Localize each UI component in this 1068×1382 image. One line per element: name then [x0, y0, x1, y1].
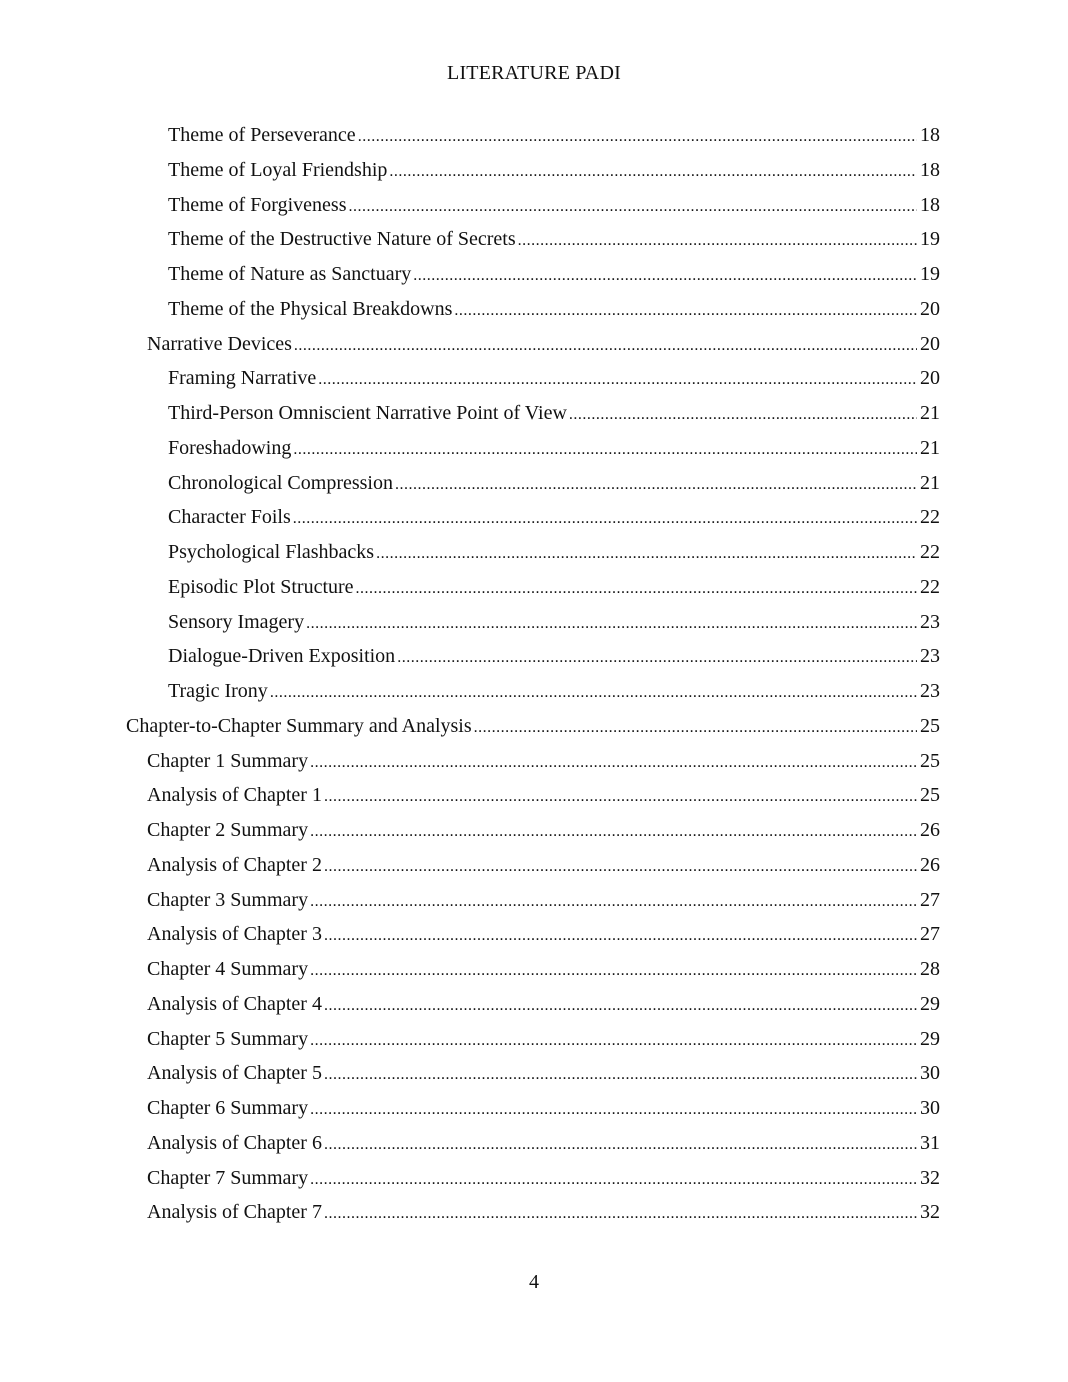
toc-entry-title: Framing Narrative [168, 367, 317, 390]
toc-entry-title: Chapter 2 Summary [147, 819, 309, 841]
toc-leader-dots [395, 470, 917, 500]
toc-entry-page: 29 [920, 992, 940, 1015]
toc-entry-title: Analysis of Chapter 7 [147, 1201, 322, 1224]
toc-leader-dots [358, 122, 917, 152]
toc-entry-page: 22 [920, 575, 940, 598]
toc-leader-dots [293, 504, 917, 534]
toc-entry-title: Theme of Perseverance [168, 124, 356, 146]
toc-entry[interactable] [168, 607, 940, 637]
toc-entry-page: 25 [920, 784, 940, 807]
toc-leader-dots [518, 226, 917, 256]
toc-entry[interactable] [168, 502, 940, 532]
toc-entry[interactable] [168, 641, 940, 671]
toc-entry-title: Dialogue-Driven Exposition [168, 645, 396, 668]
toc-entry[interactable] [168, 572, 940, 602]
toc-leader-dots [324, 1199, 917, 1229]
toc-entry-title: Theme of Nature as Sanctuary [168, 263, 412, 285]
toc-entry-page: 25 [920, 714, 940, 737]
toc-entry[interactable] [168, 676, 940, 706]
toc-entry[interactable] [168, 468, 940, 498]
toc-leader-dots [324, 921, 917, 951]
toc-leader-dots [310, 1026, 917, 1056]
toc-entry-page: 23 [920, 680, 940, 702]
toc-entry-title: Analysis of Chapter 6 [147, 1131, 322, 1154]
toc-entry[interactable] [168, 190, 940, 220]
toc-entry-page: 18 [920, 193, 940, 216]
toc-entry-title: Theme of Forgiveness [168, 193, 347, 216]
toc-entry-page: 30 [920, 1097, 940, 1119]
toc-entry-title: Analysis of Chapter 4 [147, 992, 322, 1015]
toc-entry-page: 28 [920, 958, 940, 980]
toc-leader-dots [474, 713, 917, 743]
running-header: LITERATURE PADI [447, 62, 621, 84]
toc-entry-title: Chapter 7 Summary [147, 1166, 309, 1189]
toc-entry[interactable] [147, 780, 940, 810]
toc-entry-page: 19 [920, 228, 940, 251]
toc-leader-dots [270, 678, 917, 708]
toc-entry[interactable] [168, 294, 940, 324]
toc-entry-page: 18 [920, 158, 940, 181]
toc-entry[interactable] [168, 537, 940, 567]
toc-entry-page: 30 [920, 1062, 940, 1085]
toc-entry-title: Analysis of Chapter 5 [147, 1062, 322, 1085]
toc-entry-title: Analysis of Chapter 2 [147, 853, 322, 876]
toc-entry-title: Theme of the Destructive Nature of Secrets [168, 228, 516, 251]
toc-entry-page: 21 [920, 471, 940, 494]
toc-entry[interactable] [147, 919, 940, 949]
toc-entry-title: Sensory Imagery [168, 610, 305, 633]
toc-leader-dots [376, 539, 917, 569]
toc-entry-page: 32 [920, 1201, 940, 1224]
toc-entry[interactable] [147, 746, 940, 776]
toc-entry-page: 23 [920, 645, 940, 668]
toc-leader-dots [318, 365, 917, 395]
toc-entry-title: Narrative Devices [147, 332, 292, 355]
toc-entry-title: Episodic Plot Structure [168, 575, 354, 598]
toc-entry-title: Psychological Flashbacks [168, 541, 375, 563]
toc-entry[interactable] [168, 259, 940, 289]
toc-entry-title: Analysis of Chapter 1 [147, 784, 322, 807]
toc-entry[interactable] [147, 989, 940, 1019]
toc-leader-dots [294, 331, 917, 361]
toc-entry[interactable] [168, 120, 940, 150]
toc-entry-page: 31 [920, 1131, 940, 1154]
toc-entry-title: Chronological Compression [168, 471, 393, 494]
toc-entry-page: 20 [920, 367, 940, 390]
toc-leader-dots [324, 852, 917, 882]
toc-entry[interactable] [126, 711, 940, 741]
toc-entry-title: Character Foils [168, 506, 291, 529]
toc-entry[interactable] [147, 954, 940, 984]
toc-entry-title: Foreshadowing [168, 436, 292, 459]
toc-entry-page: 20 [920, 297, 940, 320]
toc-entry[interactable] [147, 1128, 940, 1158]
toc-entry-page: 20 [920, 332, 940, 355]
toc-leader-dots [324, 991, 917, 1021]
toc-leader-dots [293, 435, 917, 465]
toc-entry-title: Chapter-to-Chapter Summary and Analysis [126, 714, 472, 737]
toc-entry-page: 29 [920, 1027, 940, 1050]
toc-entry[interactable] [147, 1197, 940, 1227]
toc-entry-page: 26 [920, 819, 940, 841]
toc-leader-dots [569, 400, 917, 430]
toc-leader-dots [310, 887, 917, 917]
toc-entry-page: 19 [920, 263, 940, 285]
toc-entry-title: Tragic Irony [168, 680, 268, 702]
toc-leader-dots [310, 1095, 917, 1125]
toc-leader-dots [324, 1130, 917, 1160]
toc-entry[interactable] [147, 885, 940, 915]
toc-leader-dots [310, 748, 917, 778]
toc-leader-dots [389, 157, 917, 187]
toc-entry[interactable] [147, 850, 940, 880]
toc-entry[interactable] [147, 1163, 940, 1193]
toc-entry-page: 22 [920, 506, 940, 529]
toc-entry-title: Chapter 4 Summary [147, 958, 309, 980]
toc-entry-page: 23 [920, 610, 940, 633]
toc-leader-dots [306, 609, 917, 639]
toc-entry-page: 27 [920, 923, 940, 946]
toc-leader-dots [349, 192, 918, 222]
toc-entry-page: 21 [920, 436, 940, 459]
toc-leader-dots [310, 956, 917, 986]
toc-leader-dots [356, 574, 917, 604]
toc-entry-page: 32 [920, 1166, 940, 1189]
toc-leader-dots [324, 782, 917, 812]
toc-entry-page: 21 [920, 402, 940, 424]
toc-entry-title: Theme of the Physical Breakdowns [168, 297, 453, 320]
toc-entry-page: 27 [920, 888, 940, 911]
toc-leader-dots [310, 1165, 917, 1195]
toc-entry-title: Chapter 3 Summary [147, 888, 309, 911]
toc-entry-page: 18 [920, 124, 940, 146]
toc-entry-page: 26 [920, 853, 940, 876]
toc-leader-dots [413, 261, 917, 291]
toc-entry-title: Theme of Loyal Friendship [168, 158, 388, 181]
toc-leader-dots [397, 643, 917, 673]
toc-entry-title: Third-Person Omniscient Narrative Point of View [168, 402, 567, 424]
toc-entry[interactable] [168, 433, 940, 463]
toc-entry-title: Chapter 6 Summary [147, 1097, 309, 1119]
toc-entry[interactable] [168, 224, 940, 254]
toc-leader-dots [454, 296, 917, 326]
toc-entry[interactable] [147, 815, 940, 845]
toc-entry-title: Chapter 5 Summary [147, 1027, 309, 1050]
toc-entry-title: Chapter 1 Summary [147, 749, 309, 772]
toc-entry[interactable] [168, 363, 940, 393]
page-number: 4 [529, 1271, 539, 1293]
toc-entry[interactable] [147, 1093, 940, 1123]
toc-entry[interactable] [147, 1024, 940, 1054]
toc-entry[interactable] [168, 398, 940, 428]
toc-leader-dots [324, 1060, 917, 1090]
toc-entry[interactable] [147, 1058, 940, 1088]
toc-leader-dots [310, 817, 917, 847]
toc-entry[interactable] [168, 155, 940, 185]
toc-entry-page: 25 [920, 749, 940, 772]
toc-entry-page: 22 [920, 541, 940, 563]
toc-entry[interactable] [147, 329, 940, 359]
toc-entry-title: Analysis of Chapter 3 [147, 923, 322, 946]
